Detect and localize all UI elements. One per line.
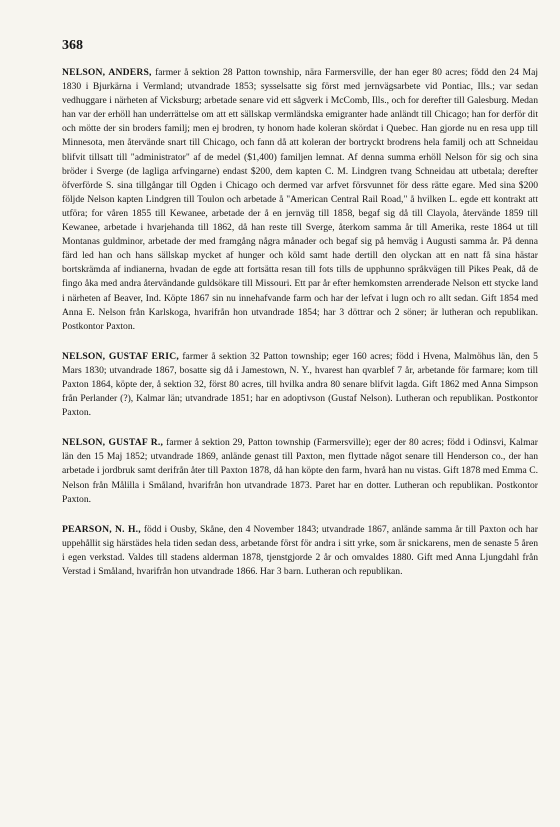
entry-name: NELSON, GUSTAF R., bbox=[62, 437, 164, 449]
biography-entry bbox=[62, 436, 538, 506]
entry-name: NELSON, ANDERS, bbox=[62, 67, 152, 78]
page-number: 368 bbox=[62, 38, 83, 53]
biography-entry bbox=[62, 350, 538, 420]
entry-text: farmer å sektion 28 Patton township, nära Farmersville, der han eger 80 acres; född den 24 Maj 1830 i Bjurkärna i Vermland; utvandrade 1853; sysselsatte sig först med jernvägsarbete vid Pontiac, Ills.; var sedan vedhuggare i närheten af Vicksburg; arbetade senare vid ett sågverk i McComb, Ills., och for derefter till Galesburg. Medan han var der erhöll han underrättelse om att ett sällskap vermländska emigranter hade anländt till Chicago; han for derför dit och mötte der sin broders familj; men ej brodren, ty honom hade koleran skördat i Quebec. Han gjorde nu en resa upp till Minnesota, men återvände snart till Chicago, och fann då att koleran der bortryckt brodrens hela familj och att Schneidau blifvit tillsatt till "administrator" af de medel ($1,400) familjen lemnat. Af denna summa erhöll Nelson för sig och sina bröder i Sverge (de lagliga arfvingarne) endast $200, dem kapten C. M. Lindgren tvang Schneidau att utbetala; derefter öfverförde S. sina tillgångar till Ogden i Chicago och dermed var arfvet försvunnet för dess rätte egare. Med sina $200 följde Nelson kapten Lindgren till Toulon och arbetade å "American Central Rail Road," å hvilken L. egde ett kontrakt att utföra; for våren 1855 till Kewanee, arbetade der å en jernväg till 1858, begaf sig då till Clayola, återvände 1859 till Kewanee, arbetade i hvarjehanda till 1862, då han reste till Sverge, återkom samma år till Amerika, reste 1864 ut till Montanas guldminor, arbetade der med framgång några månader och begaf sig på hemväg i Augusti samma år. På denna färd led han och hans sällskap mycket af hunger och köld samt hade dertill den olyckan att en natt få sina hästar bortskrämda af indianerna, hvadan de egde att fortsätta resan till fots tills de upphunno språkvägen till Pikes Peak, då de fingo åka med andra återvändande guldsökare till Missouri. Ett par år efter hemkomsten arrenderade Nelson ett stycke land i närheten af Beaver, Ind. Köpte 1867 sin nu innehafvande farm och har der lefvat i lugn och ro allt sedan. Gift 1854 med Anna E. Nelson från Karlskoga, hvarifrån hon utvandrade 1854; har 3 döttrar och 2 söner; är lutheran och republikan. Postkontor Paxton. bbox=[62, 67, 538, 332]
entry-name: NELSON, GUSTAF ERIC, bbox=[62, 350, 179, 362]
entry-text: född i Ousby, Skåne, den 4 November 1843; utvandrade 1867, anlände samma år till Paxton och har uppehållit sig härstädes hela tiden sedan dess, arbetande först för andra i sitt yrke, som är snickarens, men de senaste 5 åren i egen verkstad. Valdes till stadens alderman 1878, tjenstgjorde 2 år och omvaldes 1880. Gift med Anna Ljungdahl från Verstad i Småland, hvarifrån hon utvandrade 1866. Har 3 barn. Lutheran och republikan. bbox=[62, 523, 538, 577]
entry-text: farmer å sektion 29, Patton township (Farmersville); eger der 80 acres; född i Odinsvi, Kalmar län den 15 Maj 1852; utvandrade 1869, anlände genast till Paxton, men flyttade något senare till Henderson co., der han arbetade i jordbruk samt derifrån åter till Paxton 1878, då han köpte den farm, hvarå han nu vistas. Gift 1878 med Emma C. Nelson från Målilla i Småland, hvarifrån hon utvandrade 1873. Paret har en dotter. Lutheran och republikan. Postkontor Paxton. bbox=[62, 437, 538, 505]
biography-entry bbox=[62, 523, 538, 579]
biography-entry bbox=[62, 66, 538, 334]
entry-text: farmer å sektion 32 Patton township; eger 160 acres; född i Hvena, Malmöhus län, den 5 Mars 1830; utvandrade 1867, bosatte sig då i Jamestown, N. Y., hvarest han qvarblef 7 år, arbetande för farmare; kom till Paxton 1864, köpte der, å sektion 32, först 80 acres, till hvilka andra 80 senare blifvit lagda. Gift 1862 med Anna Simpson från Perlander (?), Kalmar län; utvandrade 1851; har en adoptivson (Gustaf Nelson). Lutheran och republikan. Postkontor Paxton. bbox=[62, 350, 538, 419]
entry-name: PEARSON, N. H., bbox=[62, 523, 141, 535]
entries bbox=[62, 66, 538, 579]
